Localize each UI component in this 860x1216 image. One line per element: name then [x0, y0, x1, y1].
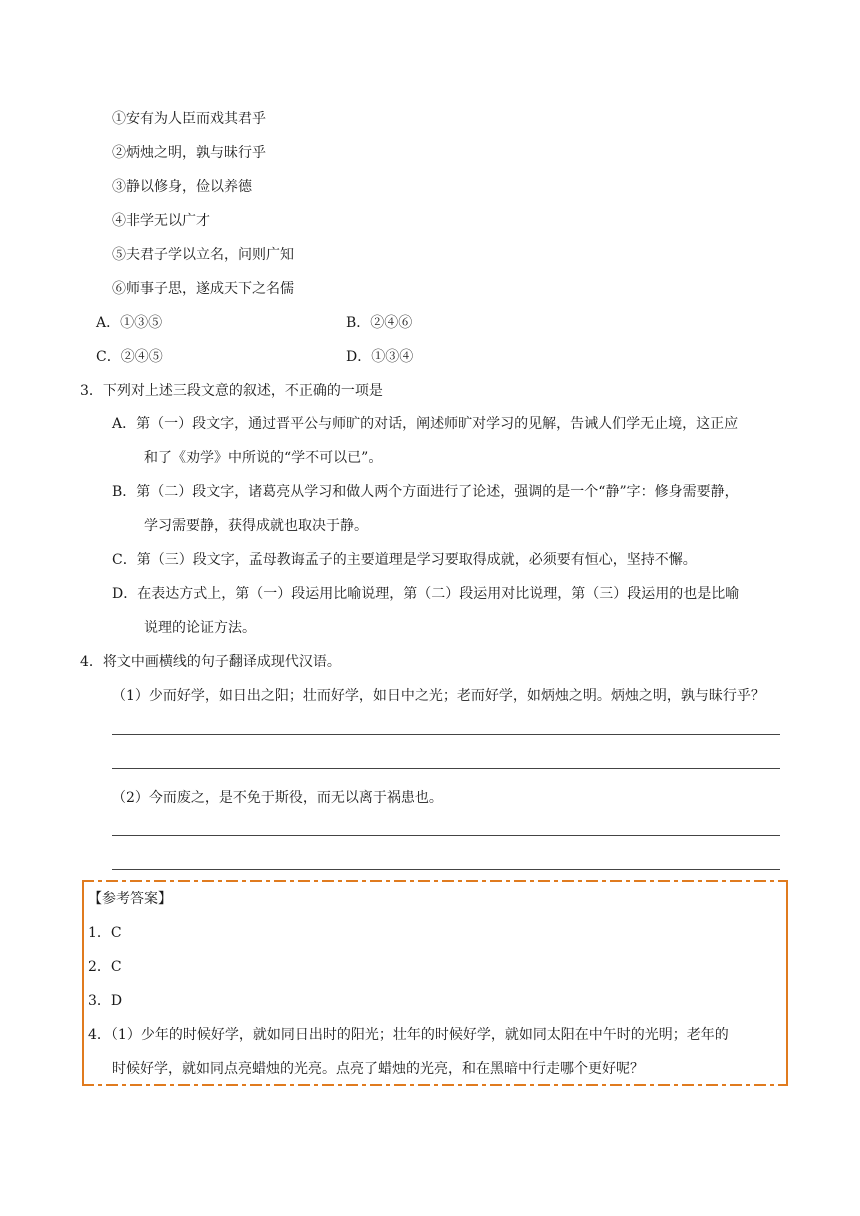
q4-stem: 4．将文中画横线的句子翻译成现代汉语。: [80, 654, 341, 670]
q2-choice-a: A．①③⑤: [96, 315, 163, 331]
q2-choice-d: D．①③④: [346, 349, 414, 365]
q3-option-b-cont: 学习需要静，获得成就也取决于静。: [144, 518, 368, 534]
q3-stem: 3．下列对上述三段文意的叙述，不正确的一项是: [80, 383, 383, 399]
option-2: ②炳烛之明，孰与昧行乎: [112, 145, 266, 161]
q3-option-d: D．在表达方式上，第（一）段运用比喻说理，第（二）段运用对比说理，第（三）段运用的也是比喻: [112, 586, 740, 602]
answer-4-cont: 时候好学，就如同点亮蜡烛的光亮。点亮了蜡烛的光亮，和在黑暗中行走哪个更好呢？: [112, 1061, 644, 1077]
reference-answer-box: [82, 880, 788, 1086]
q3-option-c: C．第（三）段文字，孟母教诲孟子的主要道理是学习要取得成就，必须要有恒心，坚持不懈。: [112, 552, 697, 568]
option-1: ①安有为人臣而戏其君乎: [112, 111, 266, 127]
q4-sentence-2: （2）今而废之，是不免于斯役，而无以离于祸患也。: [112, 790, 443, 806]
answer-line[interactable]: [112, 835, 780, 836]
answer-line[interactable]: [112, 869, 780, 870]
q4-sentence-1: （1）少而好学，如日出之阳；壮而好学，如日中之光；老而好学，如炳烛之明。炳烛之明，孰与昧行乎？: [112, 688, 765, 704]
option-4: ④非学无以广才: [112, 213, 210, 229]
q3-option-a: A．第（一）段文字，通过晋平公与师旷的对话，阐述师旷对学习的见解，告诫人们学无止境，这正应: [112, 416, 739, 432]
option-3: ③静以修身，俭以养德: [112, 179, 252, 195]
answer-1: 1．C: [88, 925, 122, 941]
q3-option-d-cont: 说理的论证方法。: [144, 620, 256, 636]
q3-option-a-cont: 和了《劝学》中所说的“学不可以已”。: [144, 450, 383, 466]
answer-line[interactable]: [112, 768, 780, 769]
q2-choice-c: C．②④⑤: [96, 349, 163, 365]
answer-line[interactable]: [112, 734, 780, 735]
q3-option-b: B．第（二）段文字，诸葛亮从学习和做人两个方面进行了论述，强调的是一个“静”字：修身需要静，: [112, 484, 739, 500]
answer-3: 3．D: [88, 993, 123, 1009]
answer-header: 【参考答案】: [88, 891, 172, 907]
option-6: ⑥师事子思，遂成天下之名儒: [112, 281, 294, 297]
q2-choice-b: B．②④⑥: [346, 315, 413, 331]
option-5: ⑤夫君子学以立名，问则广知: [112, 247, 294, 263]
answer-4: 4．（1）少年的时候好学，就如同日出时的阳光；壮年的时候好学，就如同太阳在中午时的光明；老年的: [88, 1027, 729, 1043]
answer-2: 2．C: [88, 959, 122, 975]
